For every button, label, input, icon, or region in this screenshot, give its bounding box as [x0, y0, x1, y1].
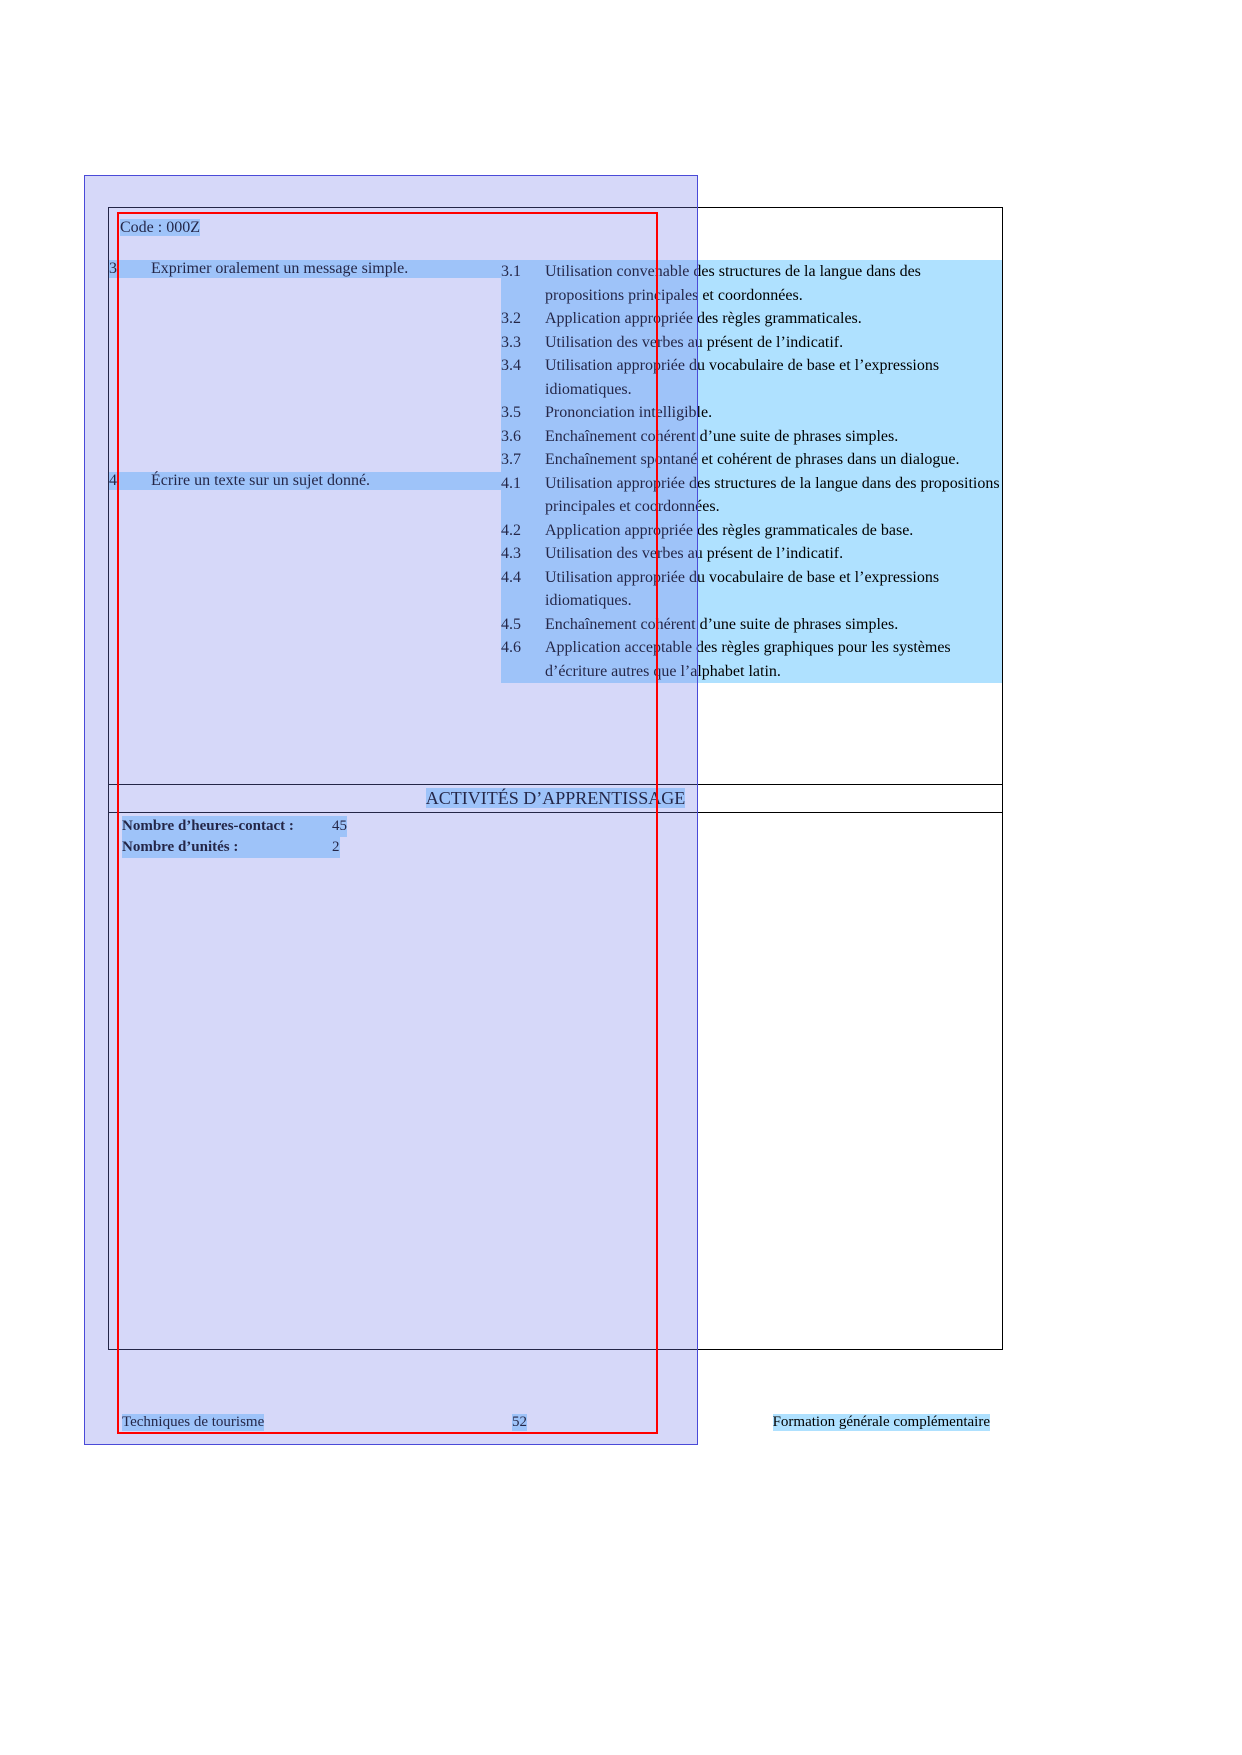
contact-hours-row [122, 816, 347, 837]
list-item [501, 542, 1002, 566]
footer-section-name: Formation générale complémentaire [772, 1414, 990, 1430]
list-item [501, 566, 1002, 613]
criterion-text: Enchaînement spontané et cohérent de phrases dans un dialogue. [545, 448, 1002, 472]
table-row [109, 472, 1002, 684]
footer-program-name: Techniques de tourisme [122, 1414, 265, 1430]
list-item [501, 613, 1002, 637]
table-row [109, 260, 1002, 472]
activities-heading-text: ACTIVITÉS D’APPRENTISSAGE [425, 788, 686, 808]
contact-hours-label: Nombre d’heures-contact : [122, 816, 332, 837]
list-item [501, 354, 1002, 401]
criterion-number: 3.2 [501, 307, 545, 331]
list-item [501, 636, 1002, 683]
criterion-number: 3.7 [501, 448, 545, 472]
footer-page-number: 52 [512, 1414, 527, 1430]
criterion-text: Utilisation appropriée des structures de la langue dans des propositions principales et coordonnées. [545, 472, 1002, 519]
criterion-text: Application appropriée des règles grammaticales de base. [545, 519, 1002, 543]
objective-number: 4 [109, 472, 151, 490]
criterion-number: 3.4 [501, 354, 545, 401]
criterion-number: 4.4 [501, 566, 545, 613]
criterion-text: Enchaînement cohérent d’une suite de phrases simples. [545, 613, 1002, 637]
criterion-number: 4.2 [501, 519, 545, 543]
objective-text: Exprimer oralement un message simple. [151, 260, 501, 278]
criterion-number: 3.5 [501, 401, 545, 425]
objective-number: 3 [109, 260, 151, 278]
criterion-number: 3.1 [501, 260, 545, 307]
criterion-number: 4.5 [501, 613, 545, 637]
objective-text: Écrire un texte sur un sujet donné. [151, 472, 501, 490]
course-code-line [120, 218, 200, 238]
criteria-cell-4 [501, 472, 1002, 684]
criterion-text: Utilisation des verbes au présent de l’indicatif. [545, 542, 1002, 566]
list-item [501, 401, 1002, 425]
page-footer [122, 1414, 990, 1431]
objective-cell-4 [109, 472, 501, 684]
criterion-number: 4.3 [501, 542, 545, 566]
criterion-number: 4.1 [501, 472, 545, 519]
criterion-text: Application acceptable des règles graphiques pour les systèmes d’écriture autres que l’alphabet latin. [545, 636, 1002, 683]
list-item [501, 331, 1002, 355]
list-item [501, 519, 1002, 543]
list-item [501, 307, 1002, 331]
activities-heading-band [109, 784, 1002, 813]
criterion-text: Utilisation appropriée du vocabulaire de base et l’expressions idiomatiques. [545, 566, 1002, 613]
list-item [501, 425, 1002, 449]
units-label: Nombre d’unités : [122, 837, 332, 858]
criterion-text: Utilisation des verbes au présent de l’indicatif. [545, 331, 1002, 355]
criteria-cell-3 [501, 260, 1002, 472]
contact-hours-value: 45 [332, 816, 347, 837]
list-item [501, 472, 1002, 519]
hours-block [122, 816, 347, 858]
units-row [122, 837, 347, 858]
criterion-text: Utilisation appropriée du vocabulaire de base et l’expressions idiomatiques. [545, 354, 1002, 401]
units-value: 2 [332, 837, 340, 858]
criterion-number: 4.6 [501, 636, 545, 683]
criterion-text: Application appropriée des règles grammaticales. [545, 307, 1002, 331]
criterion-text: Utilisation convenable des structures de la langue dans des propositions principales et coordonnées. [545, 260, 1002, 307]
course-code-text: Code : 000Z [120, 219, 200, 236]
objective-cell-3 [109, 260, 501, 472]
criterion-number: 3.3 [501, 331, 545, 355]
competency-table [109, 260, 1002, 683]
list-item [501, 260, 1002, 307]
criterion-text: Enchaînement cohérent d’une suite de phrases simples. [545, 425, 1002, 449]
criterion-number: 3.6 [501, 425, 545, 449]
criterion-text: Prononciation intelligible. [545, 401, 1002, 425]
list-item [501, 448, 1002, 472]
